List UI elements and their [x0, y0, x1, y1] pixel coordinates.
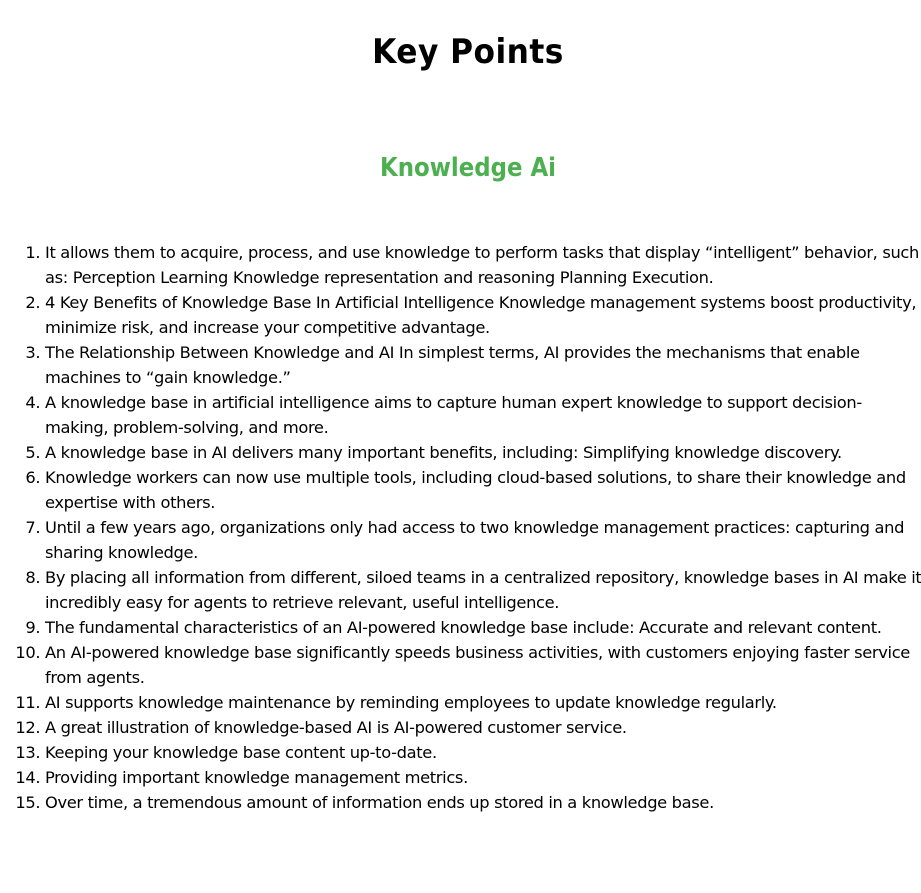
key-points-list [18, 240, 921, 815]
list-item: 2. 4 Key Benefits of Knowledge Base In Artificial Intelligence Knowledge management systems boost productivity, minimize risk, and increase your competitive advantage. [45, 290, 921, 340]
page-title: Key Points [372, 32, 564, 72]
list-item: 15. Over time, a tremendous amount of information ends up stored in a knowledge base. [45, 790, 921, 815]
list-item: 7. Until a few years ago, organizations only had access to two knowledge management practices: capturing and sharing knowledge. [45, 515, 921, 565]
list-item: 8. By placing all information from different, siloed teams in a centralized repository, knowledge bases in AI make it incredibly easy for agents to retrieve relevant, useful intelligence. [45, 565, 921, 615]
list-item: 13. Keeping your knowledge base content up-to-date. [45, 740, 921, 765]
list-item: 10. An AI-powered knowledge base significantly speeds business activities, with customers enjoying faster service from agents. [45, 640, 921, 690]
list-item: 1. It allows them to acquire, process, and use knowledge to perform tasks that display “intelligent” behavior, such as: Perception Learning Knowledge representation and reasoning Planning Execution. [45, 240, 921, 290]
list-item: 9. The fundamental characteristics of an AI-powered knowledge base include: Accurate and relevant content. [45, 615, 921, 640]
list-item: 14. Providing important knowledge management metrics. [45, 765, 921, 790]
list-item: 6. Knowledge workers can now use multiple tools, including cloud-based solutions, to share their knowledge and expertise with others. [45, 465, 921, 515]
section-title: Knowledge Ai [379, 153, 557, 183]
list-item: 12. A great illustration of knowledge-based AI is AI-powered customer service. [45, 715, 921, 740]
list-item: 11. AI supports knowledge maintenance by reminding employees to update knowledge regularly. [45, 690, 921, 715]
list-item: 4. A knowledge base in artificial intelligence aims to capture human expert knowledge to support decision-making, problem-solving, and more. [45, 390, 921, 440]
list-item: 5. A knowledge base in AI delivers many important benefits, including: Simplifying knowledge discovery. [45, 440, 921, 465]
list-item: 3. The Relationship Between Knowledge and AI In simplest terms, AI provides the mechanisms that enable machines to “gain knowledge.” [45, 340, 921, 390]
